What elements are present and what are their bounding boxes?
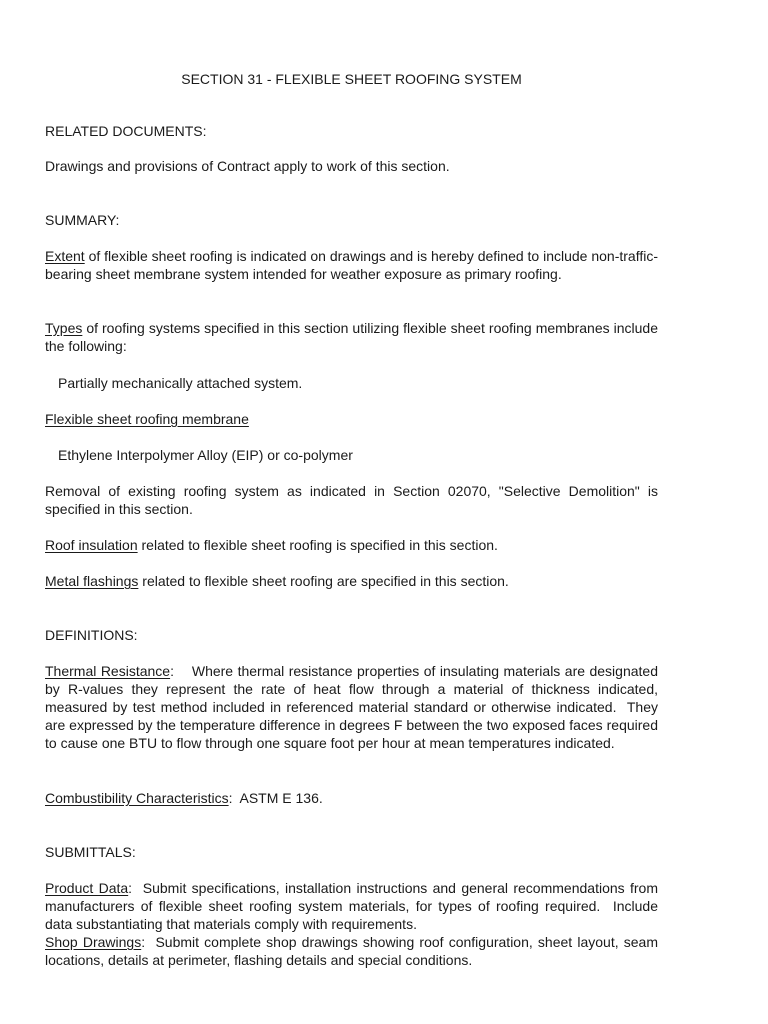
shop-drawings-term: Shop Drawings	[45, 934, 142, 950]
definitions-heading: DEFINITIONS:	[45, 627, 138, 643]
product-data-term: Product Data	[45, 880, 129, 896]
insulation-term: Roof insulation	[45, 537, 138, 553]
flashings-text: related to flexible sheet roofing are specified in this section.	[138, 573, 509, 589]
membrane-list-item: Ethylene Interpolymer Alloy (EIP) or co-polymer	[58, 447, 353, 463]
summary-heading: SUMMARY:	[45, 212, 120, 228]
document-page	[45, 0, 662, 1024]
combustibility-paragraph	[45, 789, 658, 807]
insulation-paragraph	[45, 536, 658, 554]
types-paragraph	[45, 319, 658, 355]
thermal-resistance-paragraph	[45, 662, 662, 752]
flashings-paragraph	[45, 572, 658, 590]
related-documents-heading: RELATED DOCUMENTS:	[45, 123, 207, 139]
membrane-term: Flexible sheet roofing membrane	[45, 411, 249, 427]
flashings-term: Metal flashings	[45, 573, 139, 589]
thermal-resistance-term: Thermal Resistance	[45, 663, 171, 679]
extent-text: of flexible sheet roofing is indicated on drawings and is hereby defined to include non-traffic-bearing sheet membrane system intended for weather exposure as primary roofing.	[45, 248, 659, 282]
insulation-text: related to flexible sheet roofing is specified in this section.	[137, 537, 498, 553]
extent-term: Extent	[45, 248, 85, 264]
shop-drawings-text: : Submit complete shop drawings showing roof configuration, sheet layout, seam locations, details at perimeter, flashing details and special conditions.	[45, 934, 662, 968]
product-data-paragraph	[45, 879, 662, 933]
types-text: of roofing systems specified in this section utilizing flexible sheet roofing membranes include the following:	[45, 320, 658, 354]
types-term: Types	[45, 320, 83, 336]
product-data-text: : Submit specifications, installation instructions and general recommendations from manufacturers of flexible sheet roofing system materials, for types of roofing required. Include data substantiating that materials comply with requirements.	[45, 880, 662, 932]
submittals-heading: SUBMITTALS:	[45, 844, 136, 860]
thermal-resistance-text: : Where thermal resistance properties of insulating materials are designated by R-values they represent the rate of heat flow through a material of thickness indicated, measured by test method included in referenced material standard or otherwise indicated. They are expressed by the temperature difference in degrees F between the two exposed faces required to cause one BTU to flow through one square foot per hour at mean temperatures indicated.	[45, 663, 662, 751]
removal-paragraph: Removal of existing roofing system as indicated in Section 02070, "Selective Demolition" is specified in this section.	[45, 483, 658, 517]
extent-paragraph	[45, 247, 658, 283]
types-list-item: Partially mechanically attached system.	[58, 375, 303, 391]
combustibility-text: : ASTM E 136.	[228, 790, 323, 806]
shop-drawings-paragraph	[45, 933, 662, 969]
combustibility-term: Combustibility Characteristics	[45, 790, 229, 806]
related-documents-text: Drawings and provisions of Contract apply to work of this section.	[45, 158, 450, 174]
membrane-paragraph	[45, 410, 658, 428]
section-title: SECTION 31 - FLEXIBLE SHEET ROOFING SYSTEM	[181, 71, 522, 87]
